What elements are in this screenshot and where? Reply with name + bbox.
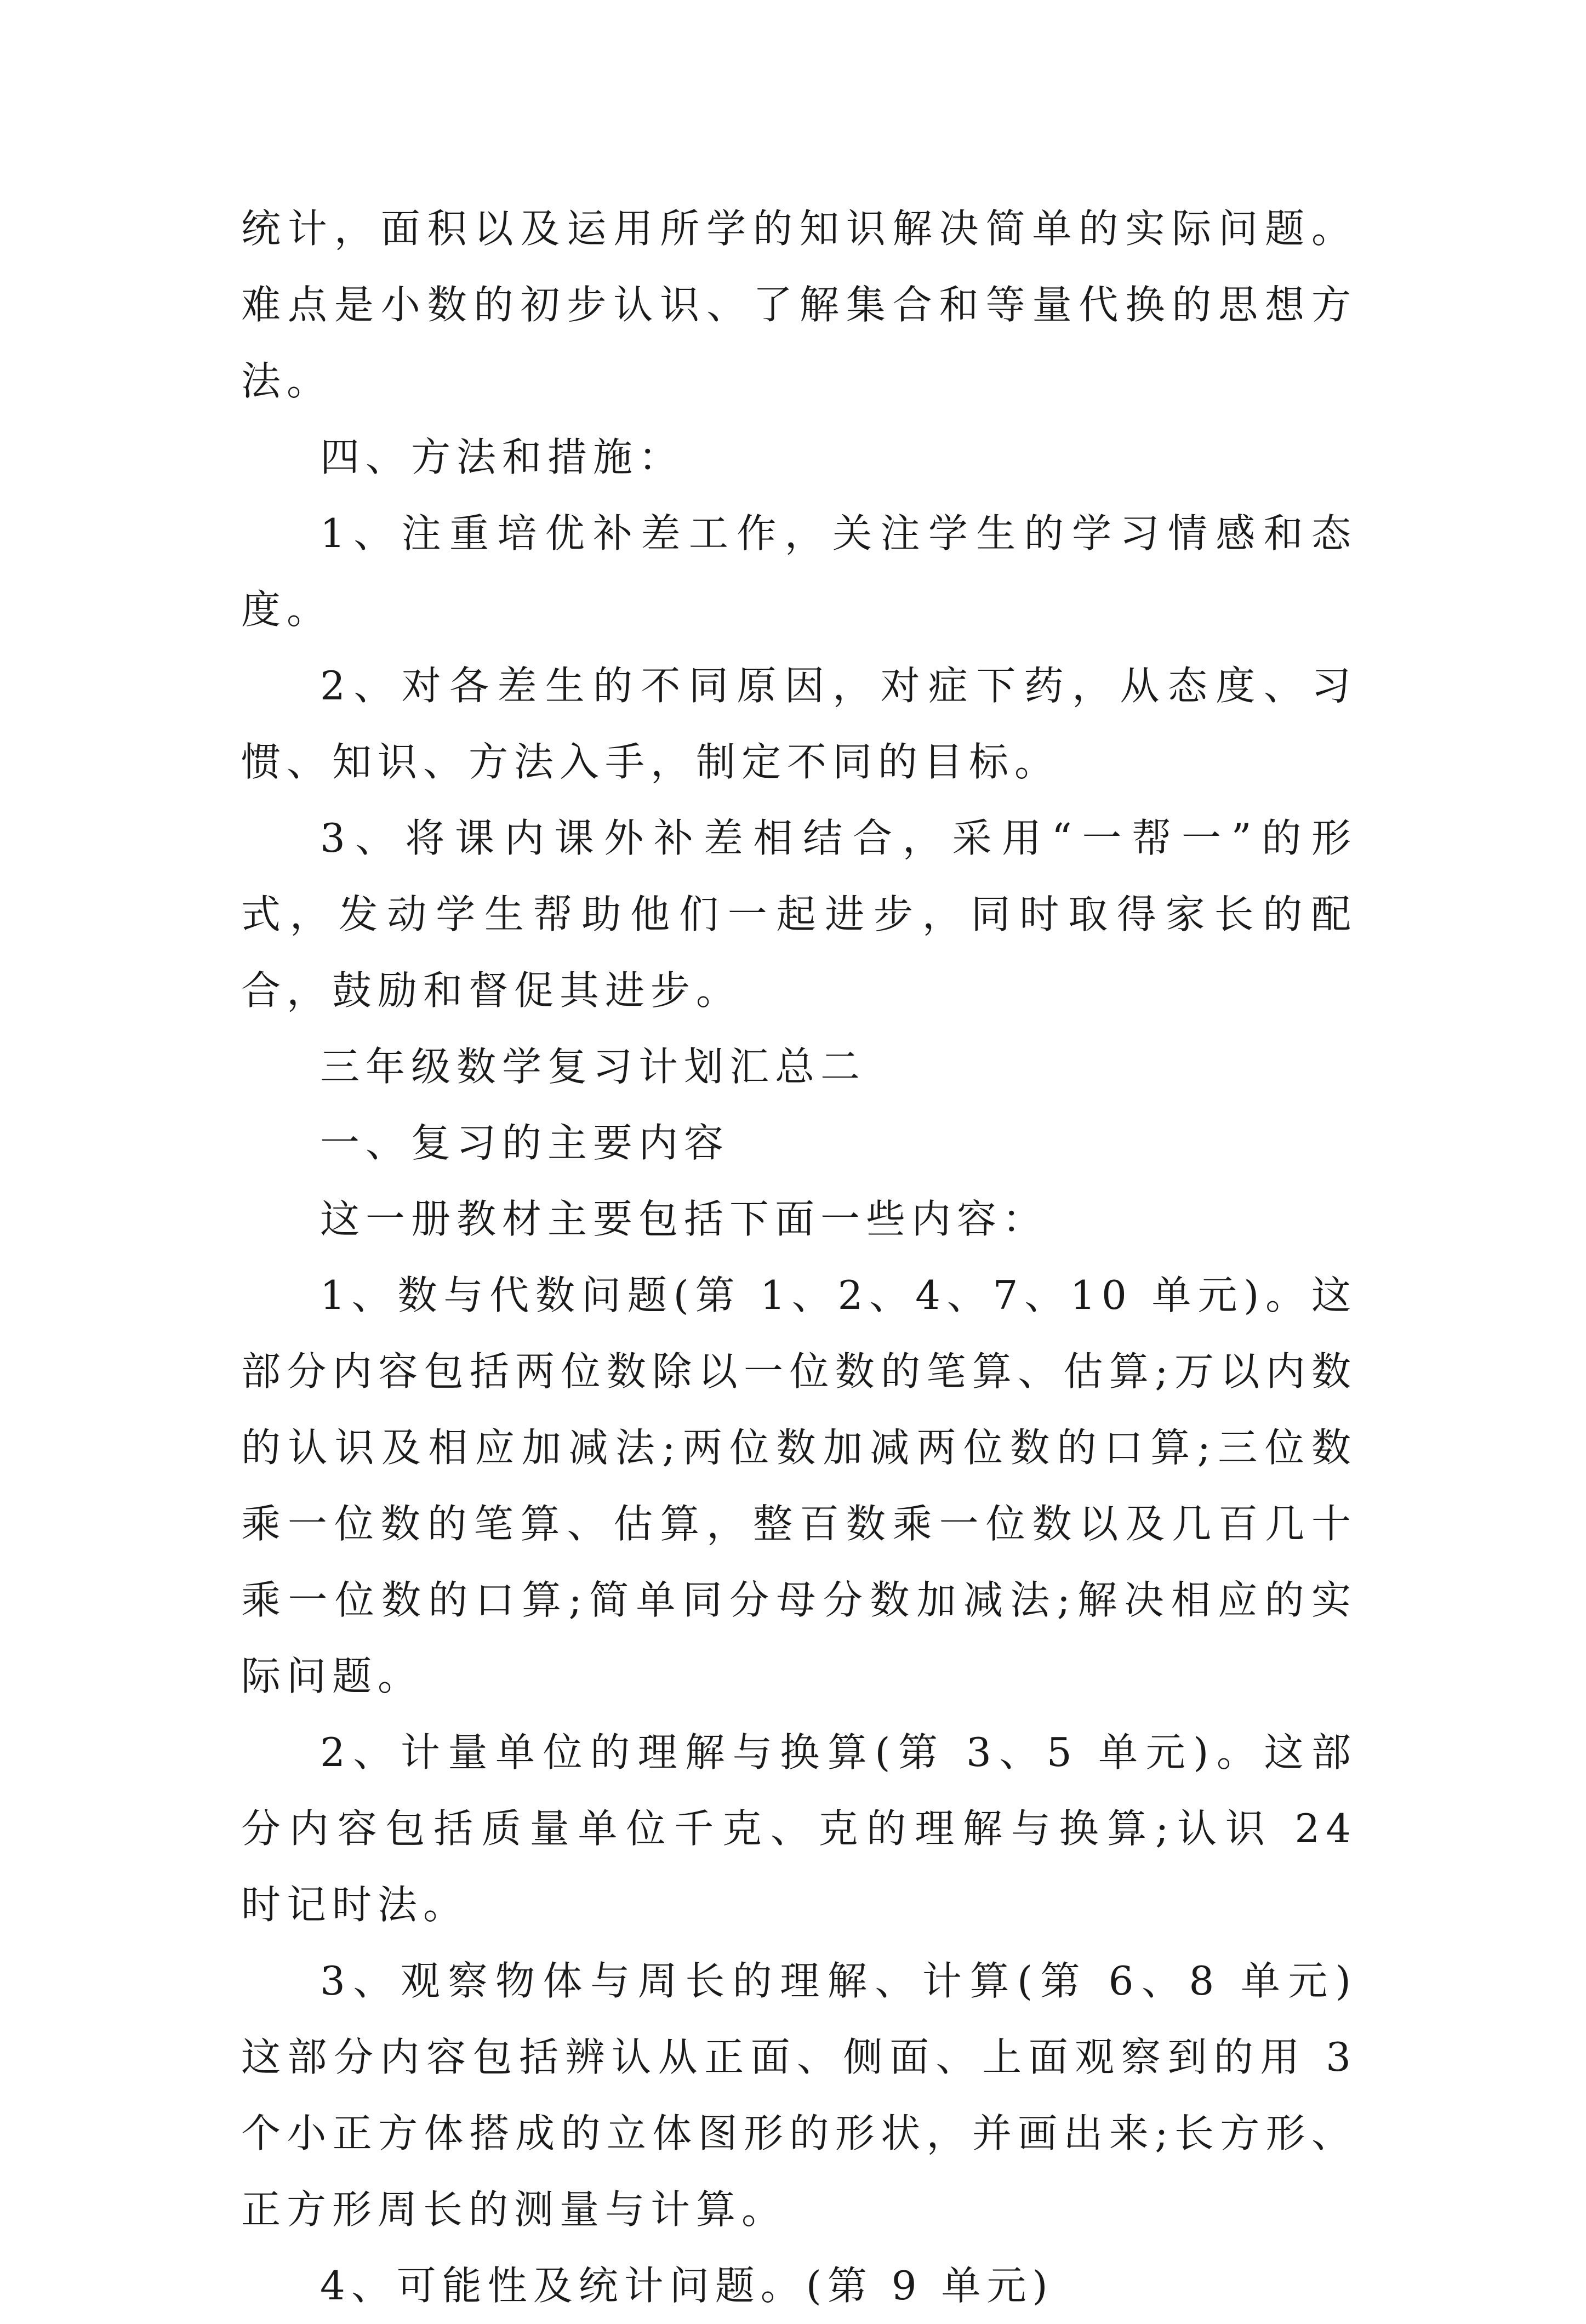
content-item-3: 3、观察物体与周长的理解、计算(第 6、8 单元)这部分内容包括辨认从正面、侧面、上面观察到的用 3 个小正方体搭成的立体图形的形状，并画出来;长方形、正方形周长的测量与计算。	[241, 1958, 1357, 2232]
intro-paragraph: 这一册教材主要包括下面一些内容：	[320, 1196, 1048, 1242]
section-heading-methods: 四、方法和措施：	[320, 434, 684, 480]
section-heading-review-content: 一、复习的主要内容	[320, 1120, 730, 1166]
document-subtitle: 三年级数学复习计划汇总二	[320, 1044, 866, 1090]
content-item-4: 4、可能性及统计问题。(第 9 单元)	[320, 2263, 1054, 2309]
list-item-3: 3、将课内课外补差相结合，采用“一帮一”的形式，发动学生帮助他们一起进步，同时取得家长的配合，鼓励和督促其进步。	[241, 815, 1357, 1013]
content-item-1: 1、数与代数问题(第 1、2、4、7、10 单元)。这部分内容包括两位数除以一位数的笔算、估算;万以内数的认识及相应加减法;两位数加减两位数的口算;三位数乘一位数的笔算、估算，整百数乘一位数以及几百几十乘一位数的口算;简单同分母分数加减法;解决相应的实际问题。	[241, 1272, 1357, 1699]
document-body	[241, 191, 1357, 2324]
paragraph-continuation: 统计，面积以及运用所学的知识解决简单的实际问题。难点是小数的初步认识、了解集合和等量代换的思想方法。	[241, 206, 1357, 404]
list-item-1: 1、注重培优补差工作，关注学生的学习情感和态度。	[241, 510, 1357, 633]
list-item-2: 2、对各差生的不同原因，对症下药，从态度、习惯、知识、方法入手，制定不同的目标。	[241, 663, 1357, 785]
content-item-2: 2、计量单位的理解与换算(第 3、5 单元)。这部分内容包括质量单位千克、克的理解与换算;认识 24 时记时法。	[241, 1729, 1357, 1928]
